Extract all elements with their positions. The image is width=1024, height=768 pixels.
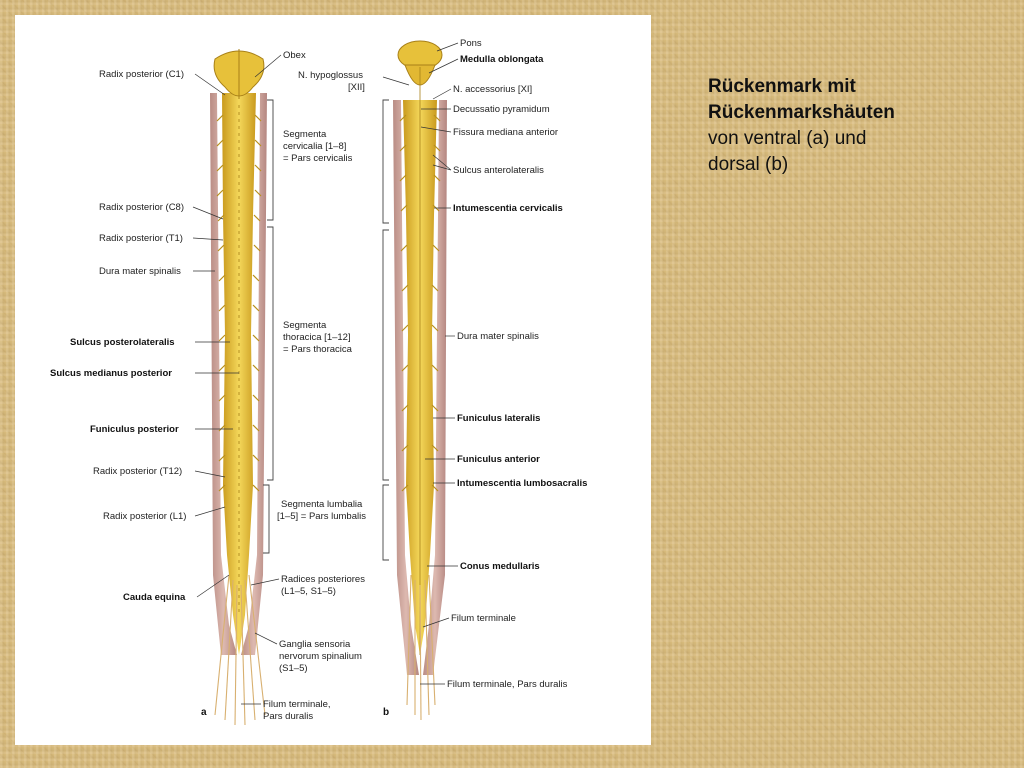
- label-funiculus-lateralis: Funiculus lateralis: [457, 413, 541, 424]
- leader-radix-t1: [193, 238, 223, 240]
- label-cauda-equina: Cauda equina: [123, 592, 186, 603]
- subtitle-line-2: dorsal (b): [708, 154, 789, 175]
- label-radix-c1: Radix posterior (C1): [99, 69, 184, 80]
- title-line-1: Rückenmark mit: [708, 76, 856, 97]
- bracket-b-cervical: [383, 100, 389, 223]
- label-funiculus-posterior: Funiculus posterior: [90, 424, 179, 435]
- slide-title: [708, 74, 1008, 178]
- label-sulcus-posterolateralis: Sulcus posterolateralis: [70, 337, 175, 348]
- label-hypoglossus-1: N. hypoglossus: [298, 70, 363, 81]
- spinal-cord-illustration: [15, 15, 651, 745]
- label-ganglia-1: Ganglia sensoria: [279, 639, 351, 650]
- bracket-cervicalia: [267, 100, 273, 220]
- label-hypoglossus-2: [XII]: [348, 82, 365, 93]
- label-fissura: Fissura mediana anterior: [453, 127, 559, 138]
- label-accessorius: N. accessorius [XI]: [453, 84, 533, 95]
- label-decussatio: Decussatio pyramidum: [453, 104, 550, 115]
- label-seg-thoracica-3: = Pars thoracica: [283, 344, 352, 355]
- label-ganglia-3: (S1–5): [279, 663, 308, 674]
- label-filum-a-1: Filum terminale,: [263, 699, 331, 710]
- bracket-thoracica: [267, 227, 273, 480]
- label-dura-a: Dura mater spinalis: [99, 266, 181, 277]
- label-filum-terminale-b: Filum terminale: [451, 613, 516, 624]
- leader-hypoglossus: [383, 77, 409, 85]
- leader-accessorius: [433, 89, 451, 99]
- label-filum-duralis-b: Filum terminale, Pars duralis: [447, 679, 568, 690]
- label-intumescentia-lumbosacralis: Intumescentia lumbosacralis: [457, 478, 588, 489]
- figure-b-drawing: [393, 41, 447, 720]
- label-seg-lumbalia-2: [1–5] = Pars lumbalis: [277, 511, 366, 522]
- label-radix-c8: Radix posterior (C8): [99, 202, 184, 213]
- label-radix-t12: Radix posterior (T12): [93, 466, 183, 477]
- bracket-b-thoracic: [383, 230, 389, 480]
- label-seg-thoracica-1: Segmenta: [283, 320, 327, 331]
- label-seg-lumbalia-1: Segmenta lumbalia: [281, 499, 363, 510]
- label-seg-cervicalia-1: Segmenta: [283, 129, 327, 140]
- leader-radix-t12: [195, 471, 225, 477]
- label-filum-a-2: Pars duralis: [263, 711, 314, 722]
- bracket-lumbalia: [263, 485, 269, 553]
- label-radices-2: (L1–5, S1–5): [281, 586, 336, 597]
- label-radix-l1: Radix posterior (L1): [103, 511, 187, 522]
- anatomy-figure-panel: [15, 15, 651, 745]
- label-obex: Obex: [283, 50, 306, 61]
- figure-letter-a: a: [201, 707, 207, 718]
- label-pons: Pons: [460, 38, 482, 49]
- label-medulla: Medulla oblongata: [460, 54, 544, 65]
- leader-ganglia: [255, 633, 277, 644]
- label-conus: Conus medullaris: [460, 561, 540, 572]
- label-ganglia-2: nervorum spinalium: [279, 651, 362, 662]
- label-seg-cervicalia-3: = Pars cervicalis: [283, 153, 353, 164]
- label-sulcus-medianus: Sulcus medianus posterior: [50, 368, 172, 379]
- label-dura-b: Dura mater spinalis: [457, 331, 539, 342]
- label-seg-cervicalia-2: cervicalia [1–8]: [283, 141, 347, 152]
- leader-pons: [437, 43, 458, 51]
- label-radices-1: Radices posteriores: [281, 574, 365, 585]
- label-intumescentia-cervicalis: Intumescentia cervicalis: [453, 203, 563, 214]
- label-seg-thoracica-2: thoracica [1–12]: [283, 332, 351, 343]
- subtitle-line-1: von ventral (a) und: [708, 128, 867, 149]
- figure-letter-b: b: [383, 707, 390, 718]
- bracket-b-lumbar: [383, 485, 389, 560]
- label-sulcus-anterolateralis: Sulcus anterolateralis: [453, 165, 544, 176]
- figure-a-drawing: [210, 49, 267, 725]
- label-radix-t1: Radix posterior (T1): [99, 233, 183, 244]
- label-funiculus-anterior: Funiculus anterior: [457, 454, 540, 465]
- leader-radix-c8: [193, 207, 223, 219]
- title-line-2: Rückenmarkshäuten: [708, 102, 895, 123]
